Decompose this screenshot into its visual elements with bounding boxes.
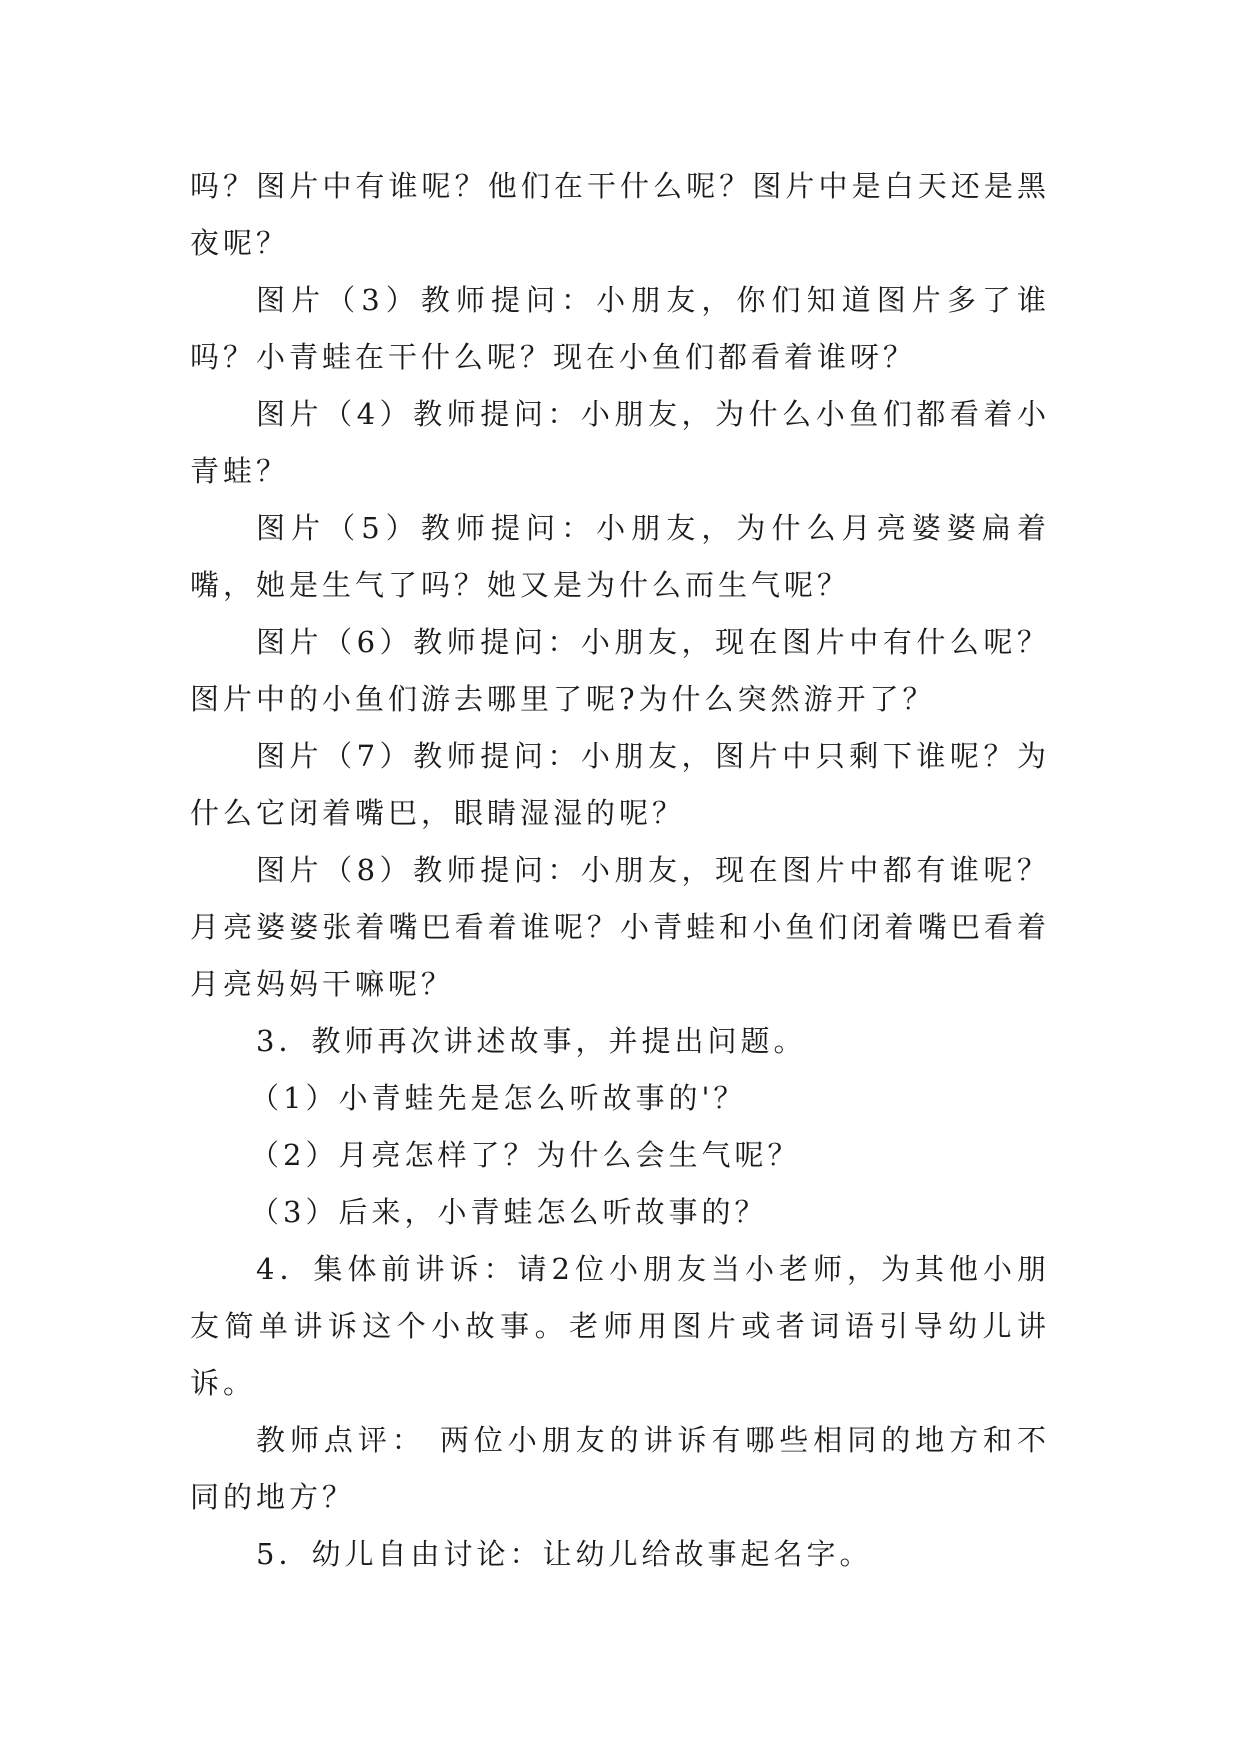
- paragraph-picture-5: 图片（5）教师提问：小朋友，为什么月亮婆婆扁着嘴，她是生气了吗？她又是为什么而生气呢？: [190, 511, 1050, 602]
- question-3: （3）后来，小青蛙怎么听故事的？: [250, 1195, 768, 1229]
- paragraph-step-4: 4．集体前讲诉：请2位小朋友当小老师，为其他小朋友简单讲诉这个小故事。老师用图片或者词语引导幼儿讲诉。: [190, 1252, 1050, 1400]
- paragraph-teacher-comment: 教师点评： 两位小朋友的讲诉有哪些相同的地方和不同的地方？: [190, 1423, 1050, 1514]
- document-body: [190, 158, 1050, 1583]
- question-2: （2）月亮怎样了？为什么会生气呢？: [250, 1138, 801, 1172]
- paragraph-picture-4: 图片（4）教师提问：小朋友，为什么小鱼们都看着小青蛙？: [190, 397, 1050, 488]
- paragraph-step-5: 5．幼儿自由讨论：让幼儿给故事起名字。: [256, 1537, 873, 1571]
- paragraph-picture-7: 图片（7）教师提问：小朋友，图片中只剩下谁呢？为什么它闭着嘴巴，眼睛湿湿的呢？: [190, 739, 1050, 830]
- paragraph-continuation: 吗？图片中有谁呢？他们在干什么呢？图片中是白天还是黑夜呢？: [190, 169, 1050, 260]
- paragraph-step-3: 3．教师再次讲述故事，并提出问题。: [256, 1024, 807, 1058]
- question-1: （1）小青蛙先是怎么听故事的'？: [250, 1081, 747, 1115]
- paragraph-picture-3: 图片（3）教师提问：小朋友，你们知道图片多了谁吗？小青蛙在干什么呢？现在小鱼们都看着谁呀？: [190, 283, 1050, 374]
- paragraph-picture-8: 图片（8）教师提问：小朋友，现在图片中都有谁呢？月亮婆婆张着嘴巴看着谁呢？小青蛙和小鱼们闭着嘴巴看着月亮妈妈干嘛呢？: [190, 853, 1050, 1001]
- paragraph-picture-6: 图片（6）教师提问：小朋友，现在图片中有什么呢？图片中的小鱼们游去哪里了呢?为什么突然游开了？: [190, 625, 1050, 716]
